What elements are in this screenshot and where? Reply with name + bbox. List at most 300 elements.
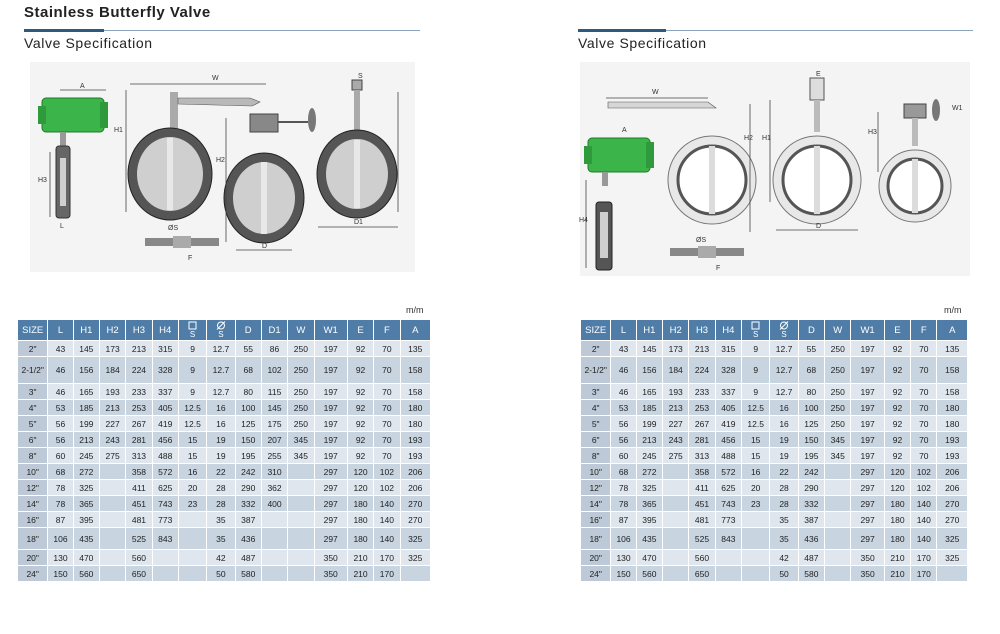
table-row bbox=[581, 464, 968, 480]
table-cell: 197 bbox=[314, 400, 347, 416]
table-cell: 145 bbox=[636, 341, 662, 357]
column-header: H1 bbox=[73, 320, 99, 341]
table-cell: 224 bbox=[689, 357, 715, 384]
size-cell: 5" bbox=[581, 416, 611, 432]
table-cell: 9 bbox=[178, 341, 206, 357]
table-cell: 297 bbox=[314, 528, 347, 550]
table-cell bbox=[742, 528, 770, 550]
table-cell: 193 bbox=[400, 432, 430, 448]
table-cell: 456 bbox=[715, 432, 741, 448]
unit-label-right: m/m bbox=[944, 305, 962, 315]
size-cell: 2-1/2" bbox=[18, 357, 48, 384]
table-cell: 332 bbox=[798, 496, 824, 512]
table-cell: 16 bbox=[742, 464, 770, 480]
table-cell: 180 bbox=[937, 400, 968, 416]
table-cell: 580 bbox=[798, 566, 824, 582]
table-cell: 272 bbox=[73, 464, 99, 480]
column-header: H2 bbox=[663, 320, 689, 341]
unit-label-left: m/m bbox=[406, 305, 424, 315]
table-cell: 92 bbox=[347, 357, 373, 384]
table-cell: 12.5 bbox=[178, 400, 206, 416]
table-cell: 158 bbox=[937, 384, 968, 400]
table-cell bbox=[99, 496, 125, 512]
table-cell: 16 bbox=[207, 416, 235, 432]
table-cell: 206 bbox=[400, 480, 430, 496]
round-stem-icon bbox=[779, 321, 789, 330]
table-header-row bbox=[581, 320, 968, 341]
table-cell: 92 bbox=[884, 384, 910, 400]
column-header: L bbox=[48, 320, 73, 341]
table-cell: 180 bbox=[937, 416, 968, 432]
table-cell: 92 bbox=[884, 400, 910, 416]
table-cell bbox=[178, 550, 206, 566]
table-cell: 120 bbox=[884, 480, 910, 496]
column-header: S bbox=[742, 320, 770, 341]
lug-valve-icon bbox=[668, 136, 756, 224]
size-cell: 18" bbox=[18, 528, 48, 550]
table-cell bbox=[152, 566, 178, 582]
table-cell: 86 bbox=[261, 341, 287, 357]
table-cell bbox=[99, 464, 125, 480]
table-cell: 156 bbox=[73, 357, 99, 384]
table-cell bbox=[825, 464, 851, 480]
table-cell bbox=[825, 512, 851, 528]
table-cell: 451 bbox=[689, 496, 715, 512]
size-cell: 14" bbox=[18, 496, 48, 512]
column-header: W bbox=[825, 320, 851, 341]
table-cell: 197 bbox=[314, 384, 347, 400]
table-cell: 275 bbox=[99, 448, 125, 464]
table-cell bbox=[99, 528, 125, 550]
size-cell: 6" bbox=[18, 432, 48, 448]
table-row bbox=[581, 480, 968, 496]
table-cell: 68 bbox=[611, 464, 636, 480]
page-title: Stainless Butterfly Valve bbox=[24, 4, 211, 21]
size-cell: 16" bbox=[581, 512, 611, 528]
table-cell bbox=[261, 550, 287, 566]
table-cell: 488 bbox=[152, 448, 178, 464]
table-cell: 102 bbox=[911, 464, 937, 480]
table-cell bbox=[825, 480, 851, 496]
table-cell: 272 bbox=[636, 464, 662, 480]
table-cell bbox=[663, 528, 689, 550]
table-cell bbox=[663, 464, 689, 480]
table-cell: 22 bbox=[770, 464, 798, 480]
table-cell bbox=[178, 512, 206, 528]
table-cell: 140 bbox=[374, 528, 400, 550]
table-cell: 92 bbox=[347, 400, 373, 416]
table-cell: 242 bbox=[235, 464, 261, 480]
table-cell: 207 bbox=[261, 432, 287, 448]
table-cell: 245 bbox=[636, 448, 662, 464]
table-cell: 193 bbox=[937, 432, 968, 448]
table-cell: 213 bbox=[73, 432, 99, 448]
table-cell: 53 bbox=[611, 400, 636, 416]
table-cell: 92 bbox=[884, 416, 910, 432]
table-cell: 197 bbox=[851, 400, 884, 416]
table-cell: 743 bbox=[152, 496, 178, 512]
column-header: H1 bbox=[636, 320, 662, 341]
spec-table-left bbox=[17, 319, 431, 582]
table-cell: 650 bbox=[126, 566, 152, 582]
table-cell: 213 bbox=[636, 432, 662, 448]
table-cell: 358 bbox=[689, 464, 715, 480]
dim-label-h2-right: H2 bbox=[744, 135, 753, 142]
table-cell: 145 bbox=[261, 400, 287, 416]
table-cell: 270 bbox=[400, 512, 430, 528]
table-cell: 297 bbox=[314, 464, 347, 480]
table-cell bbox=[261, 512, 287, 528]
column-header: H2 bbox=[99, 320, 125, 341]
table-cell: 419 bbox=[152, 416, 178, 432]
table-cell: 195 bbox=[235, 448, 261, 464]
table-cell: 12.7 bbox=[207, 384, 235, 400]
table-cell: 140 bbox=[374, 496, 400, 512]
table-cell: 580 bbox=[235, 566, 261, 582]
table-cell: 9 bbox=[742, 341, 770, 357]
table-cell: 158 bbox=[937, 357, 968, 384]
table-cell: 210 bbox=[884, 550, 910, 566]
table-cell: 87 bbox=[611, 512, 636, 528]
table-cell: 233 bbox=[689, 384, 715, 400]
table-cell bbox=[288, 496, 314, 512]
table-cell bbox=[742, 566, 770, 582]
table-cell: 297 bbox=[851, 528, 884, 550]
dim-label-f-right: F bbox=[716, 265, 721, 272]
table-cell: 488 bbox=[715, 448, 741, 464]
table-cell: 206 bbox=[937, 464, 968, 480]
table-cell: 395 bbox=[636, 512, 662, 528]
table-cell: 28 bbox=[770, 480, 798, 496]
table-cell: 481 bbox=[126, 512, 152, 528]
table-row bbox=[18, 528, 431, 550]
table-cell: 310 bbox=[261, 464, 287, 480]
table-cell: 250 bbox=[825, 400, 851, 416]
size-cell: 10" bbox=[18, 464, 48, 480]
table-cell: 743 bbox=[715, 496, 741, 512]
table-cell: 525 bbox=[126, 528, 152, 550]
table-cell bbox=[261, 566, 287, 582]
table-cell: 193 bbox=[937, 448, 968, 464]
table-row bbox=[18, 566, 431, 582]
table-cell: 70 bbox=[911, 400, 937, 416]
table-row bbox=[581, 341, 968, 357]
table-cell: 150 bbox=[48, 566, 73, 582]
table-cell: 345 bbox=[288, 432, 314, 448]
dim-label-h4-right: H4 bbox=[579, 217, 588, 224]
size-cell: 2-1/2" bbox=[581, 357, 611, 384]
table-cell: 297 bbox=[851, 496, 884, 512]
table-cell: 313 bbox=[689, 448, 715, 464]
table-cell: 19 bbox=[770, 448, 798, 464]
table-cell: 12.5 bbox=[742, 400, 770, 416]
dim-label-h3: H3 bbox=[38, 177, 47, 184]
column-header: SIZE bbox=[18, 320, 48, 341]
table-cell: 350 bbox=[851, 550, 884, 566]
table-cell bbox=[288, 464, 314, 480]
table-cell: 43 bbox=[611, 341, 636, 357]
section-divider-left bbox=[24, 29, 420, 32]
table-cell: 180 bbox=[400, 416, 430, 432]
column-header: H3 bbox=[689, 320, 715, 341]
table-cell: 78 bbox=[48, 480, 73, 496]
table-row bbox=[581, 550, 968, 566]
table-cell: 70 bbox=[374, 448, 400, 464]
table-cell bbox=[152, 550, 178, 566]
table-cell: 325 bbox=[937, 550, 968, 566]
table-cell: 145 bbox=[73, 341, 99, 357]
table-cell bbox=[178, 566, 206, 582]
table-cell: 46 bbox=[611, 384, 636, 400]
table-cell: 150 bbox=[235, 432, 261, 448]
table-cell: 436 bbox=[235, 528, 261, 550]
table-cell: 12.7 bbox=[770, 357, 798, 384]
table-cell: 197 bbox=[851, 357, 884, 384]
table-cell: 213 bbox=[663, 400, 689, 416]
table-cell: 193 bbox=[663, 384, 689, 400]
table-cell: 70 bbox=[911, 416, 937, 432]
table-cell: 206 bbox=[400, 464, 430, 480]
table-cell: 12.7 bbox=[207, 341, 235, 357]
table-cell: 180 bbox=[400, 400, 430, 416]
dim-label-a-right: A bbox=[622, 127, 627, 134]
table-cell: 270 bbox=[400, 496, 430, 512]
table-cell: 15 bbox=[742, 448, 770, 464]
table-cell: 55 bbox=[235, 341, 261, 357]
table-cell: 345 bbox=[825, 448, 851, 464]
table-cell: 199 bbox=[636, 416, 662, 432]
table-cell: 15 bbox=[742, 432, 770, 448]
table-cell: 213 bbox=[126, 341, 152, 357]
table-cell: 197 bbox=[314, 432, 347, 448]
table-cell: 175 bbox=[261, 416, 287, 432]
table-row bbox=[18, 432, 431, 448]
dim-label-a: A bbox=[80, 83, 85, 90]
table-cell: 50 bbox=[770, 566, 798, 582]
table-cell: 12.5 bbox=[178, 416, 206, 432]
table-cell bbox=[715, 566, 741, 582]
table-cell: 92 bbox=[884, 341, 910, 357]
table-cell: 140 bbox=[911, 512, 937, 528]
table-cell bbox=[400, 566, 430, 582]
table-cell: 12.7 bbox=[770, 384, 798, 400]
table-cell: 197 bbox=[314, 357, 347, 384]
size-cell: 8" bbox=[581, 448, 611, 464]
dim-label-h1-right: H1 bbox=[762, 135, 771, 142]
table-cell: 92 bbox=[347, 384, 373, 400]
table-cell: 387 bbox=[235, 512, 261, 528]
table-cell: 16 bbox=[207, 400, 235, 416]
table-cell bbox=[288, 550, 314, 566]
square-stem-icon bbox=[188, 321, 198, 330]
table-cell: 297 bbox=[314, 512, 347, 528]
table-cell: 140 bbox=[911, 528, 937, 550]
table-cell: 102 bbox=[911, 480, 937, 496]
table-cell: 102 bbox=[374, 480, 400, 496]
table-cell: 315 bbox=[152, 341, 178, 357]
table-cell: 150 bbox=[611, 566, 636, 582]
table-cell: 325 bbox=[636, 480, 662, 496]
table-cell: 213 bbox=[689, 341, 715, 357]
table-cell: 350 bbox=[314, 550, 347, 566]
table-row bbox=[581, 512, 968, 528]
table-cell: 180 bbox=[884, 496, 910, 512]
table-cell: 68 bbox=[798, 357, 824, 384]
table-cell: 195 bbox=[798, 448, 824, 464]
table-cell: 28 bbox=[770, 496, 798, 512]
table-cell: 158 bbox=[400, 384, 430, 400]
table-cell: 92 bbox=[884, 357, 910, 384]
dim-label-cap-right: ØS bbox=[696, 237, 707, 244]
table-cell: 28 bbox=[207, 496, 235, 512]
table-cell: 70 bbox=[911, 448, 937, 464]
table-cell bbox=[261, 528, 287, 550]
size-cell: 24" bbox=[581, 566, 611, 582]
dim-label-e-right: E bbox=[816, 71, 821, 78]
table-cell: 184 bbox=[663, 357, 689, 384]
table-cell: 70 bbox=[374, 432, 400, 448]
size-cell: 18" bbox=[581, 528, 611, 550]
section-divider-right bbox=[578, 29, 973, 32]
table-cell: 560 bbox=[73, 566, 99, 582]
table-cell: 470 bbox=[636, 550, 662, 566]
table-cell: 395 bbox=[73, 512, 99, 528]
table-cell bbox=[288, 512, 314, 528]
table-cell: 197 bbox=[314, 341, 347, 357]
table-cell: 328 bbox=[152, 357, 178, 384]
table-cell: 315 bbox=[715, 341, 741, 357]
table-row bbox=[18, 384, 431, 400]
size-cell: 2" bbox=[18, 341, 48, 357]
table-row bbox=[18, 400, 431, 416]
table-cell: 9 bbox=[742, 384, 770, 400]
section-title-left: Valve Specification bbox=[24, 35, 153, 51]
dim-label-h1: H1 bbox=[114, 127, 123, 134]
table-cell: 525 bbox=[689, 528, 715, 550]
table-cell: 281 bbox=[126, 432, 152, 448]
column-header: F bbox=[911, 320, 937, 341]
table-cell: 56 bbox=[611, 432, 636, 448]
table-cell: 173 bbox=[663, 341, 689, 357]
table-cell: 170 bbox=[911, 550, 937, 566]
dim-label-cap: ØS bbox=[168, 225, 179, 232]
table-cell: 210 bbox=[884, 566, 910, 582]
table-cell: 650 bbox=[689, 566, 715, 582]
column-header: H3 bbox=[126, 320, 152, 341]
table-cell: 9 bbox=[178, 357, 206, 384]
column-header: W bbox=[288, 320, 314, 341]
table-cell: 70 bbox=[374, 416, 400, 432]
table-cell: 290 bbox=[798, 480, 824, 496]
table-cell: 387 bbox=[798, 512, 824, 528]
table-cell: 92 bbox=[347, 432, 373, 448]
table-cell: 16 bbox=[770, 416, 798, 432]
table-cell: 115 bbox=[261, 384, 287, 400]
table-cell: 19 bbox=[207, 432, 235, 448]
table-cell bbox=[715, 550, 741, 566]
column-header: D1 bbox=[261, 320, 287, 341]
dim-label-d1: D1 bbox=[354, 219, 363, 226]
table-cell: 481 bbox=[689, 512, 715, 528]
table-cell: 156 bbox=[636, 357, 662, 384]
table-cell: 297 bbox=[851, 464, 884, 480]
size-cell: 20" bbox=[18, 550, 48, 566]
table-cell: 135 bbox=[937, 341, 968, 357]
table-cell bbox=[663, 496, 689, 512]
table-cell: 12.7 bbox=[770, 341, 798, 357]
table-cell: 68 bbox=[235, 357, 261, 384]
table-cell: 197 bbox=[851, 384, 884, 400]
size-cell: 20" bbox=[581, 550, 611, 566]
table-cell bbox=[742, 512, 770, 528]
table-cell: 70 bbox=[911, 341, 937, 357]
table-cell: 70 bbox=[911, 384, 937, 400]
table-cell: 456 bbox=[152, 432, 178, 448]
table-cell: 150 bbox=[798, 432, 824, 448]
table-row bbox=[18, 496, 431, 512]
table-cell: 233 bbox=[126, 384, 152, 400]
column-header: A bbox=[937, 320, 968, 341]
table-cell bbox=[663, 480, 689, 496]
table-row bbox=[581, 566, 968, 582]
column-header: W1 bbox=[314, 320, 347, 341]
table-cell: 242 bbox=[798, 464, 824, 480]
table-cell: 250 bbox=[825, 341, 851, 357]
table-cell: 80 bbox=[235, 384, 261, 400]
table-cell: 411 bbox=[689, 480, 715, 496]
dim-label-h3-right: H3 bbox=[868, 129, 877, 136]
table-cell: 20 bbox=[178, 480, 206, 496]
table-cell: 70 bbox=[374, 357, 400, 384]
table-cell: 135 bbox=[400, 341, 430, 357]
table-cell: 197 bbox=[851, 432, 884, 448]
table-cell: 125 bbox=[798, 416, 824, 432]
table-cell: 325 bbox=[400, 528, 430, 550]
table-cell bbox=[178, 528, 206, 550]
dim-label-s: S bbox=[358, 73, 363, 80]
table-cell: 560 bbox=[636, 566, 662, 582]
table-cell: 297 bbox=[314, 480, 347, 496]
column-header: S bbox=[178, 320, 206, 341]
table-cell: 130 bbox=[48, 550, 73, 566]
table-row bbox=[581, 416, 968, 432]
size-cell: 5" bbox=[18, 416, 48, 432]
table-row bbox=[581, 400, 968, 416]
table-row bbox=[581, 432, 968, 448]
size-cell: 12" bbox=[581, 480, 611, 496]
table-cell: 80 bbox=[798, 384, 824, 400]
table-row bbox=[18, 464, 431, 480]
table-cell: 70 bbox=[374, 341, 400, 357]
table-cell: 120 bbox=[347, 480, 373, 496]
table-cell: 362 bbox=[261, 480, 287, 496]
table-cell: 120 bbox=[884, 464, 910, 480]
table-row bbox=[581, 384, 968, 400]
table-cell: 120 bbox=[347, 464, 373, 480]
table-cell: 180 bbox=[884, 528, 910, 550]
table-cell: 35 bbox=[207, 528, 235, 550]
table-cell: 197 bbox=[851, 416, 884, 432]
table-cell: 92 bbox=[347, 448, 373, 464]
table-cell: 56 bbox=[48, 432, 73, 448]
table-cell: 267 bbox=[689, 416, 715, 432]
dim-label-h2: H2 bbox=[216, 157, 225, 164]
table-cell: 53 bbox=[48, 400, 73, 416]
table-cell: 560 bbox=[126, 550, 152, 566]
table-cell: 193 bbox=[400, 448, 430, 464]
table-cell bbox=[825, 550, 851, 566]
table-cell: 345 bbox=[825, 432, 851, 448]
